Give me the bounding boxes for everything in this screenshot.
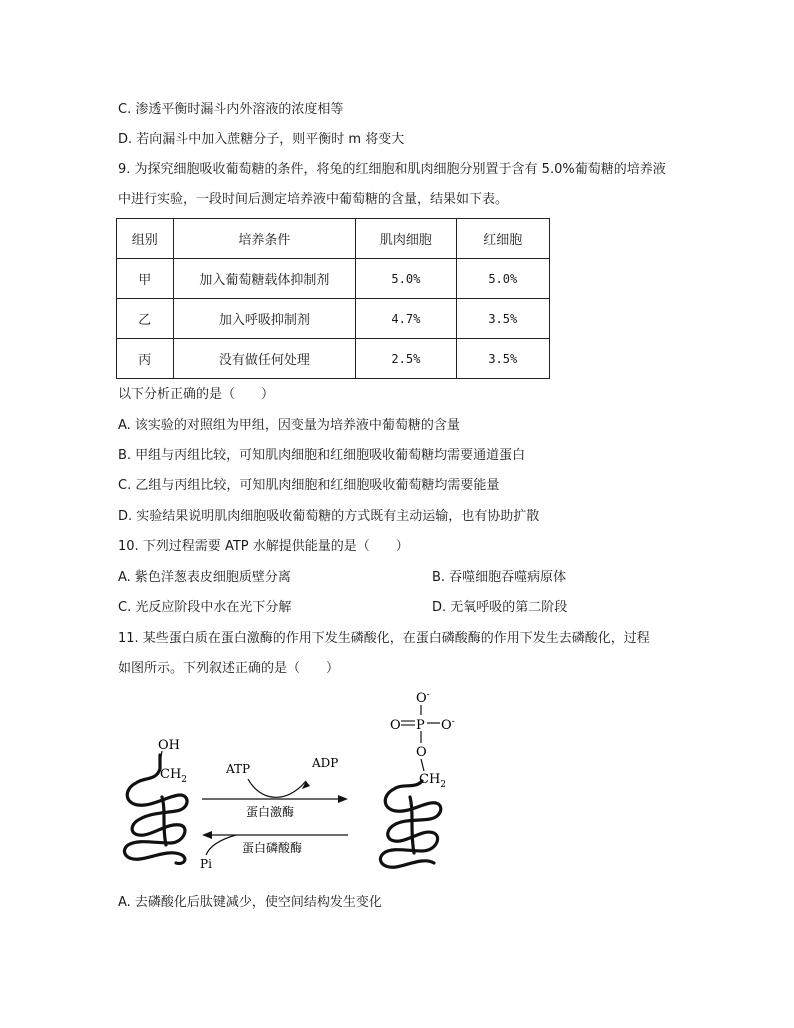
- question-9-line-1: 9. 为探究细胞吸收葡萄糖的条件，将兔的红细胞和肌肉细胞分别置于含有 5.0%葡萄糖的培养液: [118, 162, 666, 177]
- table-cell: 3.5%: [456, 339, 549, 379]
- question-10-option-d: D. 无氧呼吸的第二阶段: [432, 600, 568, 615]
- table-header: 培养条件: [173, 219, 356, 259]
- phosphorylation-diagram: [110, 685, 490, 875]
- table-cell: 加入呼吸抑制剂: [173, 299, 356, 339]
- table-header: 红细胞: [456, 219, 549, 259]
- results-table: [116, 218, 550, 379]
- table-row: [117, 299, 550, 339]
- kinase-label: 蛋白激酶: [246, 805, 295, 819]
- question-9-option-d: D. 实验结果说明肌肉细胞吸收葡萄糖的方式既有主动运输，也有协助扩散: [118, 509, 540, 524]
- table-cell: 2.5%: [356, 339, 456, 379]
- question-10-option-b: B. 吞噬细胞吞噬病原体: [432, 570, 567, 585]
- question-11-option-a: A. 去磷酸化后肽键减少，使空间结构发生变化: [118, 895, 382, 910]
- question-10-option-a: A. 紫色洋葱表皮细胞质壁分离: [118, 570, 291, 585]
- option-c-previous: C. 渗透平衡时漏斗内外溶液的浓度相等: [118, 102, 344, 117]
- table-header-row: [117, 219, 550, 259]
- table-cell: 加入葡萄糖载体抑制剂: [173, 259, 356, 299]
- question-10-stem: 10. 下列过程需要 ATP 水解提供能量的是（ ）: [118, 539, 409, 554]
- table-row: [117, 259, 550, 299]
- table-header: 肌肉细胞: [356, 219, 456, 259]
- question-9-line-2: 中进行实验，一段时间后测定培养液中葡萄糖的含量，结果如下表。: [118, 192, 509, 207]
- table-cell: 没有做任何处理: [173, 339, 356, 379]
- table-cell: 丙: [117, 339, 174, 379]
- atp-adp-arrow: [248, 779, 306, 797]
- question-11-line-2: 如图所示。下列叙述正确的是（ ）: [118, 661, 340, 676]
- phosphatase-label: 蛋白磷酸酶: [242, 841, 303, 855]
- table-cell: 乙: [117, 299, 174, 339]
- table-cell: 5.0%: [456, 259, 549, 299]
- phosphatase-arrowhead: [202, 831, 212, 839]
- question-9-option-c: C. 乙组与丙组比较，可知肌肉细胞和红细胞吸收葡萄糖均需要能量: [118, 478, 500, 493]
- table-cell: 5.0%: [356, 259, 456, 299]
- table-cell: 3.5%: [456, 299, 549, 339]
- phosphate-o-top: O-: [416, 690, 430, 706]
- question-9-stem: 以下分析正确的是（ ）: [118, 387, 275, 402]
- table-header: 组别: [117, 219, 174, 259]
- ch2-right-label: $CH_2$: [419, 772, 447, 790]
- phosphate-o-right: O-: [441, 717, 455, 733]
- table-row: [117, 339, 550, 379]
- phosphate-group: [390, 690, 455, 771]
- kinase-arrowhead: [338, 795, 348, 803]
- question-9-option-b: B. 甲组与丙组比较，可知肌肉细胞和红细胞吸收葡萄糖均需要通道蛋白: [118, 448, 526, 463]
- right-protein: [380, 781, 440, 867]
- question-11-line-1: 11. 某些蛋白质在蛋白激酶的作用下发生磷酸化，在蛋白磷酸酶的作用下发生去磷酸化，过程: [118, 631, 650, 646]
- atp-label: ATP: [226, 762, 251, 776]
- phosphorus-label: P: [416, 718, 425, 733]
- pi-label: Pi: [200, 857, 212, 871]
- question-10-option-c: C. 光反应阶段中水在光下分解: [118, 600, 292, 615]
- hydroxyl-label: OH: [158, 738, 180, 753]
- ch2-left-label: $CH_2$: [160, 767, 188, 785]
- phosphate-o-link: O: [416, 745, 427, 760]
- adp-label: ADP: [312, 756, 339, 770]
- option-d-previous: D. 若向漏斗中加入蔗糖分子，则平衡时 m 将变大: [118, 132, 405, 147]
- table-cell: 甲: [117, 259, 174, 299]
- table-cell: 4.7%: [356, 299, 456, 339]
- question-9-option-a: A. 该实验的对照组为甲组，因变量为培养液中葡萄糖的含量: [118, 418, 460, 433]
- phosphate-o-double: O: [390, 718, 401, 733]
